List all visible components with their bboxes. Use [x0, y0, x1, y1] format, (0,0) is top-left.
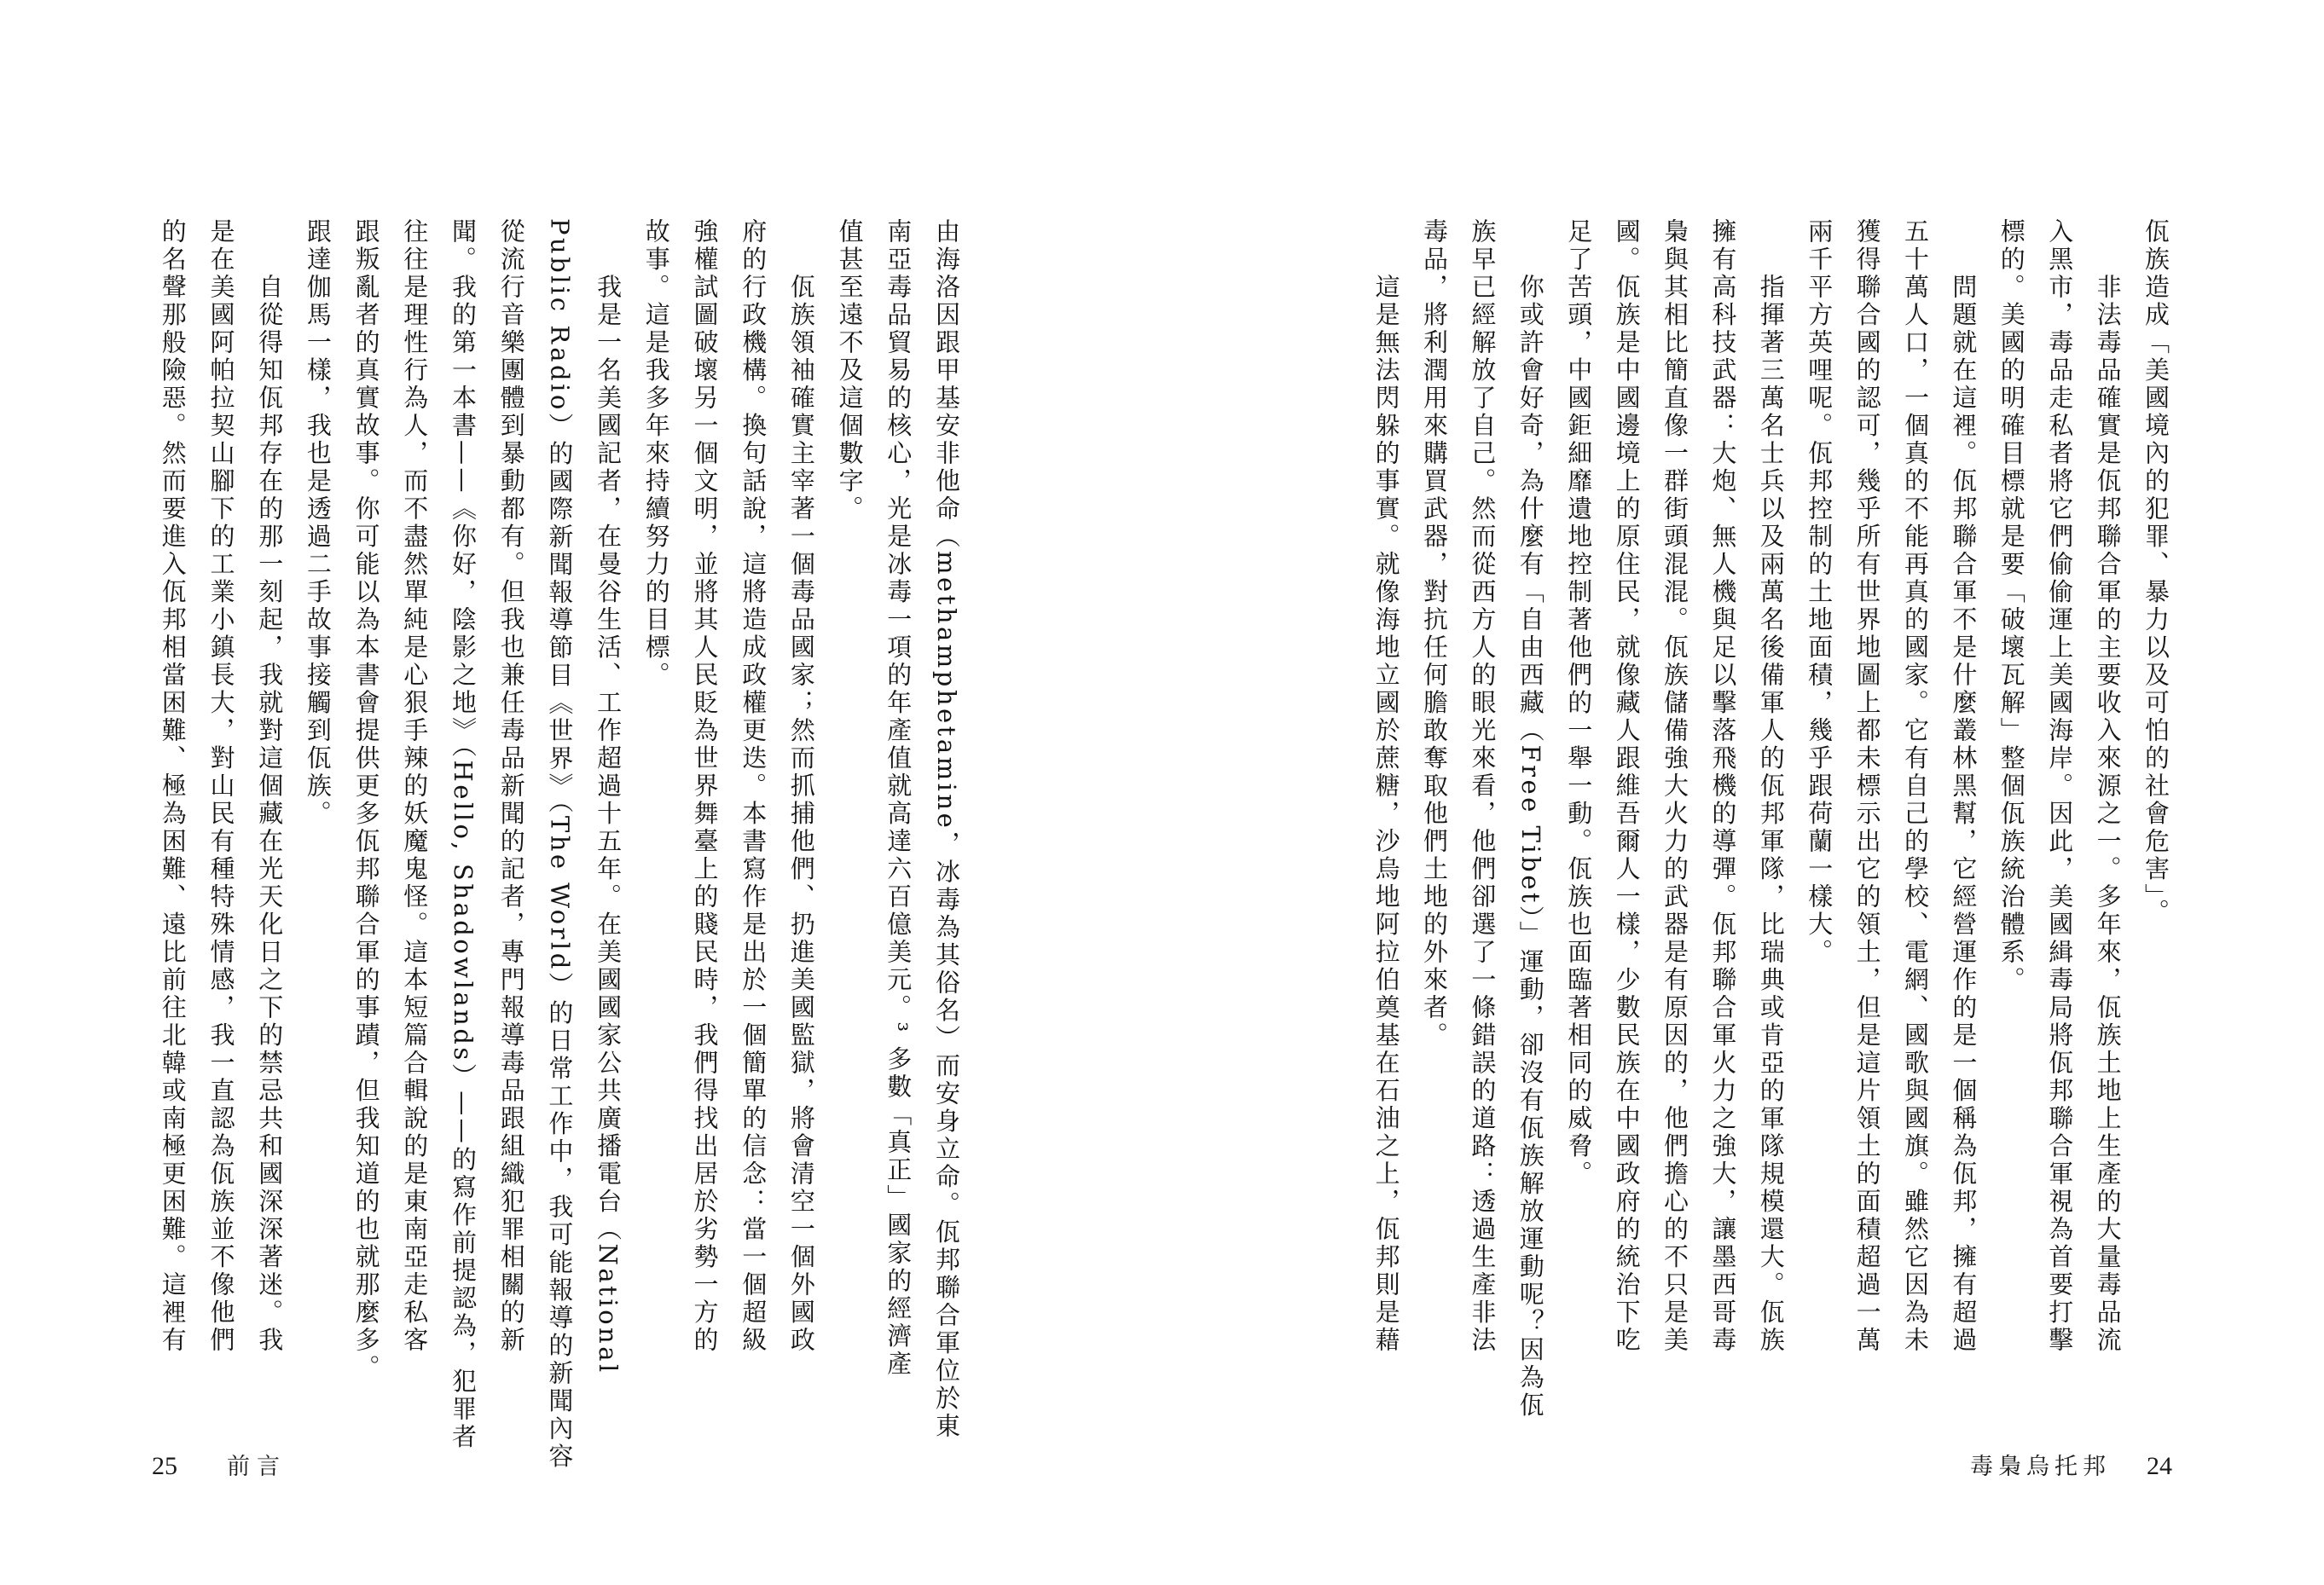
text-column: 往往是理性行為人，而不盡然單純是心狠手辣的妖魔鬼怪。這本短篇合輯說的是東南亞走私客: [400, 218, 430, 1355]
text-column: 你或許會好奇，為什麼有「自由西藏（Free Tibet）」運動，卻沒有佤族解放運動呢？因為佤: [1516, 274, 1545, 1420]
text-column: 值甚至遠不及這個數字。: [835, 218, 865, 524]
text-column: 跟達伽馬一樣，我也是透過二手故事接觸到佤族。: [303, 218, 333, 828]
text-column: 標的。美國的明確目標就是要「破壞瓦解」整個佤族統治體系。: [1997, 218, 2026, 994]
text-column: 族早已經解放了自己。然而從西方人的眼光來看，他們卻選了一條錯誤的道路：透過生產非法: [1468, 218, 1498, 1355]
running-title: 前言: [227, 1454, 287, 1480]
page-number: 24: [2147, 1452, 2172, 1480]
text-column: 自從得知佤邦存在的那一刻起，我就對這個藏在光天化日之下的禁忌共和國深深著迷。我: [255, 274, 285, 1355]
text-column: 故事。這是我多年來持續努力的目標。: [641, 218, 671, 690]
right-page-footer: [1970, 1448, 2172, 1481]
text-column: 問題就在這裡。佤邦聯合軍不是什麼叢林黑幫，它經營運作的是一個稱為佤邦，擁有超過: [1949, 274, 1979, 1355]
text-column: 非法毒品確實是佤邦聯合軍的主要收入來源之一。多年來，佤族土地上生產的大量毒品流: [2093, 274, 2123, 1355]
text-column: 獲得聯合國的認可，幾乎所有世界地圖上都未標示出它的領土，但是這片領土的面積超過一萬: [1852, 218, 1882, 1355]
text-column: 國。佤族是中國邊境上的原住民，就像藏人跟維吾爾人一樣，少數民族在中國政府的統治下吃: [1612, 218, 1642, 1355]
text-column: 的名聲那般險惡。然而要進入佤邦相當困難、極為困難、遠比前往北韓或南極更困難。這裡有: [158, 218, 188, 1355]
text-column: 從流行音樂團體到暴動都有。但我也兼任毒品新聞的記者，專門報導毒品跟組織犯罪相關的新: [496, 218, 526, 1355]
text-column: 入黑市，毒品走私者將它們偷偷運上美國海岸。因此，美國緝毒局將佤邦聯合軍視為首要打擊: [2045, 218, 2075, 1355]
text-column: 府的行政機構。換句話說，這將造成政權更迭。本書寫作是出於一個簡單的信念：當一個超級: [739, 218, 768, 1355]
text-column: 跟叛亂者的真實故事。你可能以為本書會提供更多佤邦聯合軍的事蹟，但我知道的也就那麼多。: [351, 218, 381, 1382]
text-column: 指揮著三萬名士兵以及兩萬名後備軍人的佤邦軍隊，比瑞典或肯亞的軍隊規模還大。佤族: [1756, 274, 1786, 1355]
text-column: 南亞毒品貿易的核心，光是冰毒一項的年產值就高達六百億美元。³ 多數「真正」國家的經濟產: [884, 218, 913, 1379]
text-column: 足了苦頭，中國鉅細靡遺地控制著他們的一舉一動。佤族也面臨著相同的威脅。: [1564, 218, 1594, 1189]
page-number: 25: [152, 1452, 177, 1480]
text-column: Public Radio）的國際新聞報導節目《世界》（The World）的日常工作中，我可能報導的新聞內容: [545, 218, 575, 1471]
text-column: 由海洛因跟甲基安非他命（methamphetamine，冰毒為其俗名）而安身立命。佤邦聯合軍位於東: [932, 218, 961, 1441]
text-column: 毒品，將利潤用來購買武器，對抗任何膽敢奪取他們土地的外來者。: [1420, 218, 1449, 1050]
text-column: 是在美國阿帕拉契山腳下的工業小鎮長大，對山民有種特殊情感，我一直認為佤族並不像他們: [206, 218, 236, 1355]
text-column: 兩千平方英哩呢。佤邦控制的土地面積，幾乎跟荷蘭一樣大。: [1805, 218, 1834, 967]
text-column: 梟與其相比簡直像一群街頭混混。佤族儲備強大火力的武器是有原因的，他們擔心的不只是美: [1660, 218, 1689, 1355]
running-title: 毒梟烏托邦: [1970, 1454, 2111, 1480]
left-page-footer: [152, 1448, 287, 1481]
text-column: 聞。我的第一本書——《你好，陰影之地》（Hello, Shadowlands）——的寫作前提認為，犯罪者: [449, 218, 478, 1451]
text-column: 佤族造成「美國境內的犯罪、暴力以及可怕的社會危害」。: [2141, 218, 2170, 927]
text-column: 五十萬人口，一個真的不能再真的國家。它有自己的學校、電網、國歌與國旗。雖然它因為未: [1901, 218, 1930, 1355]
text-column: 我是一名美國記者，在曼谷生活、工作超過十五年。在美國國家公共廣播電台（National: [594, 274, 623, 1375]
text-column: 擁有高科技武器：大炮、無人機與足以擊落飛機的導彈。佤邦聯合軍火力之強大，讓墨西哥毒: [1708, 218, 1738, 1355]
text-column: 強權試圖破壞另一個文明，並將其人民貶為世界舞臺上的賤民時，我們得找出居於劣勢一方的: [690, 218, 720, 1355]
text-column: 佤族領袖確實主宰著一個毒品國家；然而抓捕他們、扔進美國監獄，將會清空一個外國政: [786, 274, 816, 1355]
text-column: 這是無法閃躲的事實。就像海地立國於蔗糖，沙烏地阿拉伯奠基在石油之上，佤邦則是藉: [1371, 274, 1401, 1355]
